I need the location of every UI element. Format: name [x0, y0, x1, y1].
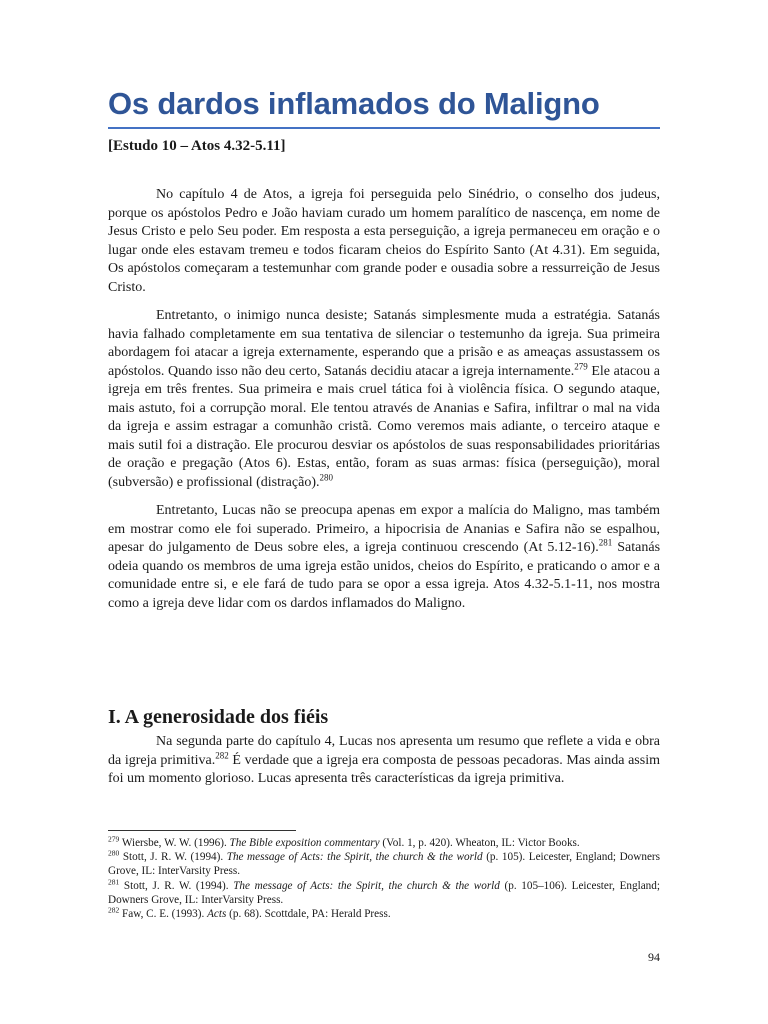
footnote-text: (p. 105). Leicester, England; Downers Grove, IL: InterVarsity Press.: [108, 851, 660, 878]
footnote-text: Wiersbe, W. W. (1996).: [121, 837, 230, 849]
section-body: [108, 733, 660, 789]
footnote-281: [108, 876, 660, 907]
footnote-279: [108, 836, 660, 850]
section-heading: I. A generosidade dos fiéis: [108, 706, 329, 728]
footnote-text: (p. 68). Scottdale, PA: Herald Press.: [226, 908, 391, 921]
study-reference: [Estudo 10 – Atos 4.32-5.11]: [108, 138, 286, 154]
intro-body: [108, 186, 660, 623]
paragraph-2-text-b: Ele atacou a igreja em três frentes. Sua primeira e mais cruel tática foi à violência física. O segundo ataque, mais astuto, foi a corrupção moral. Ele tentou através de Ananias e Safira, infiltrar o mal na vida da igreja e assim estragar a comunhão cristã. Como veremos mais adiante, o terceiro ataque e mais sutil foi a distração. Ele procurou desviar os apóstolos de suas responsabilidades prioritárias de oração e pregação (Atos 6). Estas, então, foram as suas armas: física (perseguição), moral (subversão) e profissional (distração).: [108, 363, 661, 490]
footnote-282: [108, 907, 660, 921]
section-paragraph: [108, 733, 660, 789]
section-paragraph-text-b: É verdade que a igreja era composta de pessoas pecadoras. Mas ainda assim foi um momento glorioso. Lucas apresenta três características da igreja primitiva.: [108, 752, 660, 786]
footnote-separator: [108, 830, 296, 831]
paragraph-1-text: No capítulo 4 de Atos, a igreja foi perseguida pelo Sinédrio, o conselho dos judeus, porque os apóstolos Pedro e João haviam curado um homem paralítico de nascença, em nome de Jesus Cristo e pelo Seu poder. Em resposta a esta perseguição, a igreja permaneceu em oração e o lugar onde eles estavam tremeu e todos ficaram cheios do Espírito Santo (At 4.31). Em seguida, Os apóstolos começaram a testemunhar com grande poder e ousadia sobre a ressurreição de Jesus Cristo.: [108, 187, 660, 295]
paragraph-3-text-a: Entretanto, Lucas não se preocupa apenas em expor a malícia do Maligno, mas também em mostrar como ele foi superado. Primeiro, a hipocrisia de Ananias e Safira não se espalhou, apesar do julgamento de Deus sobre eles, a igreja continuou crescendo (At 5.12-16).: [108, 503, 660, 555]
footnote-title: The message of Acts: the Spirit, the church & the world: [233, 879, 500, 892]
paragraph-2-text-a: Entretanto, o inimigo nunca desiste; Satanás simplesmente muda a estratégia. Satanás havia falhado completamente em sua tentativa de silenciar o testemunho da igreja. Sua primeira abordagem foi atacar a igreja externamente, esperando que a prisão e as ameaças assustassem os apóstolos. Quando isso não deu certo, Satanás decidiu atacar a igreja internamente.: [108, 308, 660, 379]
footnote-ref-281[interactable]: 281: [598, 537, 613, 548]
footnote-text: (p. 105–106). Leicester, England; Downers Grove, IL: InterVarsity Press.: [108, 879, 660, 906]
footnote-text: (Vol. 1, p. 420). Wheaton, IL: Victor Books.: [379, 837, 580, 849]
page-number: 94: [648, 950, 660, 964]
page-title: Os dardos inflamados do Maligno: [108, 86, 600, 121]
paragraph-3-text-b: Satanás odeia quando os membros de uma igreja estão unidos, cheios do Espírito, e praticando o amor e a comunidade entre si, e ele fará de tudo para se opor a essa igreja. Atos 4.32-5.1-11, nos mostra como a igreja deve lidar com os dardos inflamados do Maligno.: [108, 540, 661, 611]
title-underline: [108, 127, 660, 129]
paragraph-3: [108, 502, 660, 613]
footnote-title: The message of Acts: the Spirit, the church & the world: [226, 851, 483, 864]
footnote-number: 280: [108, 848, 120, 858]
footnote-ref-279[interactable]: 279: [574, 360, 588, 371]
footnote-title: The Bible exposition commentary: [229, 837, 380, 849]
footnote-text: Stott, J. R. W. (1994).: [122, 851, 227, 864]
footnote-280: [108, 850, 660, 878]
footnote-text: Faw, C. E. (1993).: [122, 908, 208, 921]
footnote-number: 282: [108, 905, 120, 915]
footnote-title: Acts: [207, 908, 227, 921]
footnote-number: 279: [108, 834, 120, 844]
footnote-number: 281: [108, 876, 120, 886]
footnotes: [108, 836, 660, 921]
footnote-ref-280[interactable]: 280: [319, 471, 333, 482]
paragraph-1: [108, 186, 660, 297]
footnote-ref-282[interactable]: 282: [215, 749, 229, 760]
footnote-text: Stott, J. R. W. (1994).: [123, 879, 234, 892]
section-paragraph-text-a: Na segunda parte do capítulo 4, Lucas nos apresenta um resumo que reflete a vida e obra da igreja primitiva.: [108, 734, 660, 768]
paragraph-2: [108, 307, 660, 492]
